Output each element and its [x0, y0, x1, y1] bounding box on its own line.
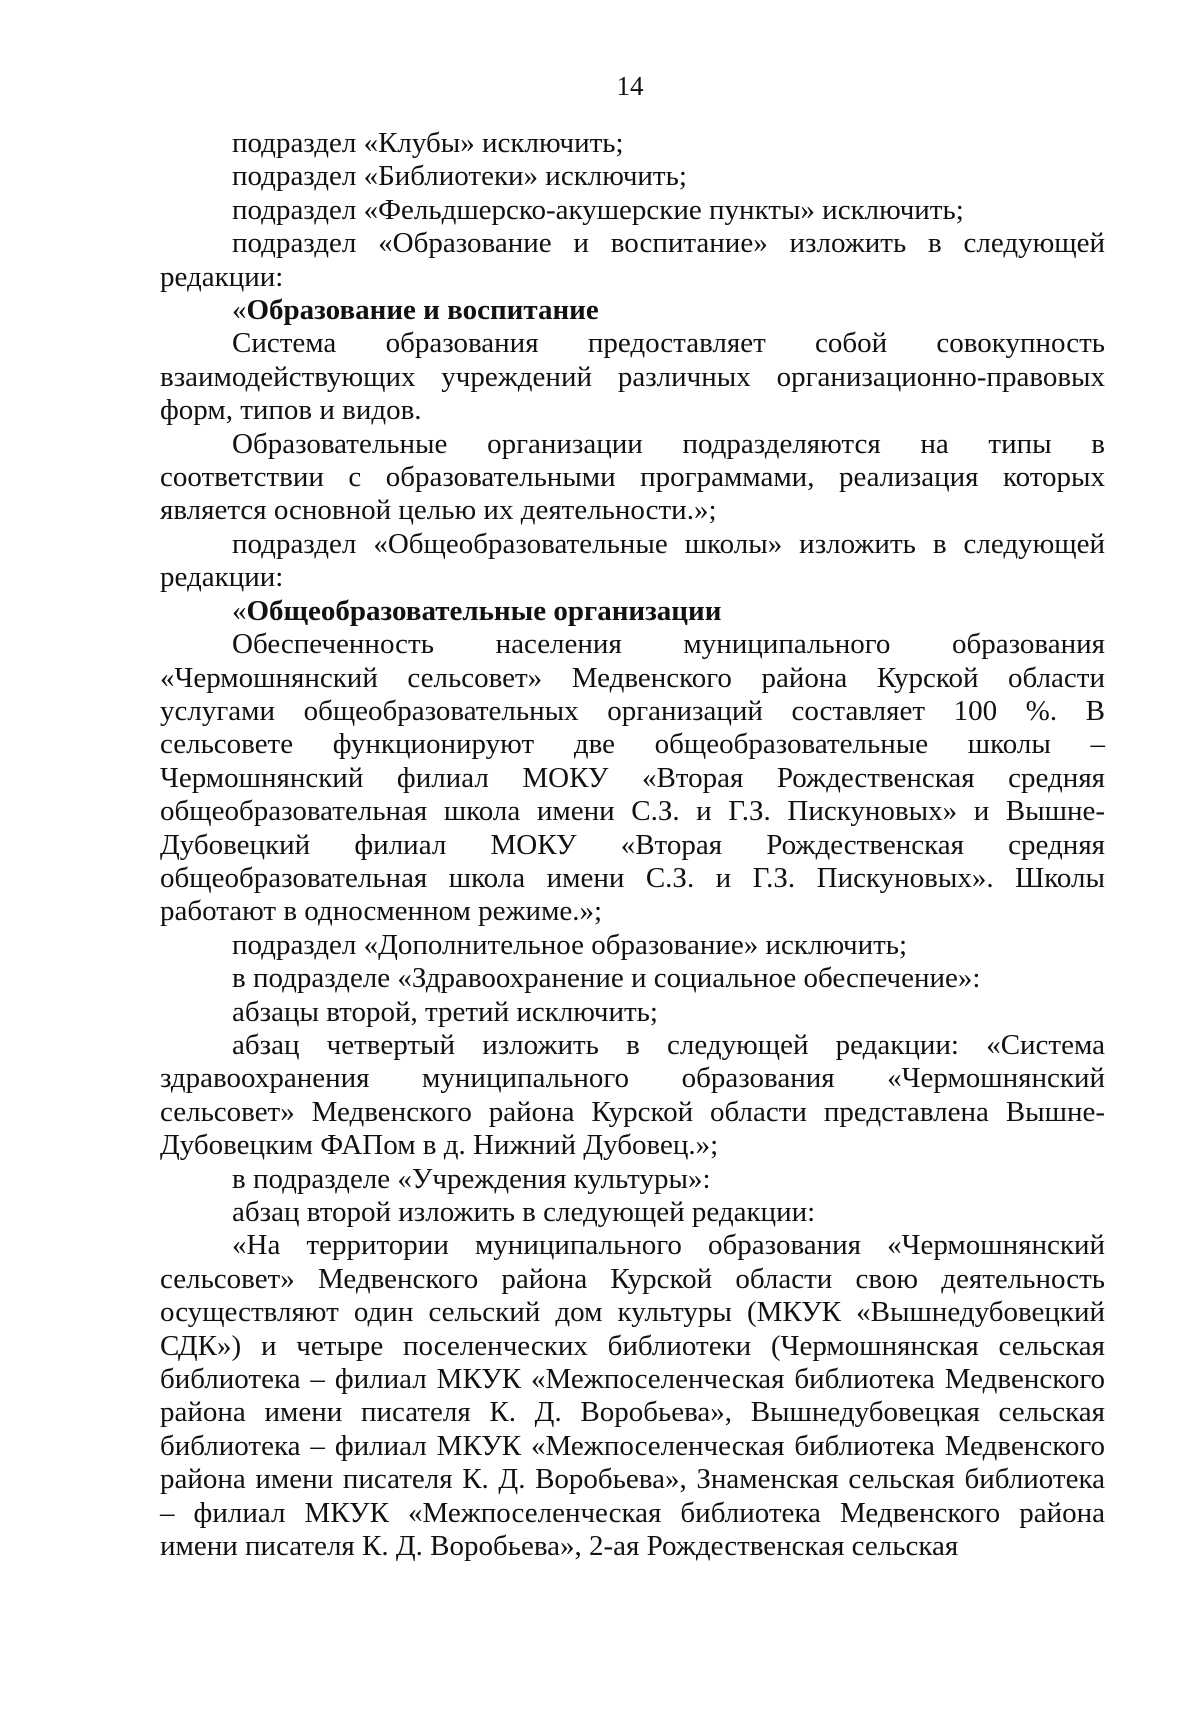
heading-education-text: Образование и воспитание [246, 294, 599, 327]
heading-quote-mark: « [232, 294, 247, 327]
heading-general-education [160, 595, 1105, 628]
paragraph-schools-provision: Обеспеченность населения муниципального образования «Чермошнянский сельсовет» Медвенского района Курской области услугами общеобразовательных организаций составляет 100 %. В сельсовете функционируют две общеобразовательные школы – Чермошнянский филиал МОКУ «Вторая Рождественская средняя общеобразовательная школа имени С.З. и Г.З. Пискуновых» и Вышне-Дубовецкий филиал МОКУ «Вторая Рождественская средняя общеобразовательная школа имени С.З. и Г.З. Пискуновых». Школы работают в односменном режиме.»; [160, 628, 1105, 928]
paragraph-healthcare-fourth: абзац четвертый изложить в следующей редакции: «Система здравоохранения муниципального образования «Чермошнянский сельсовет» Медвенского района Курской области представлена Вышне-Дубовецким ФАПом в д. Нижний Дубовец.»; [160, 1028, 1105, 1162]
heading-education [160, 294, 1105, 327]
paragraph-schools-subsection: подраздел «Общеобразовательные школы» изложить в следующей редакции: [160, 527, 1105, 594]
paragraph-feldsher-points: подраздел «Фельдшерско-акушерские пункты» исключить; [232, 193, 964, 226]
heading-general-education-text: Общеобразовательные организации [246, 594, 722, 627]
paragraph-culture-subsection: в подразделе «Учреждения культуры»: [232, 1162, 711, 1195]
paragraph-education-subsection: подраздел «Образование и воспитание» изложить в следующей редакции: [160, 227, 1105, 293]
paragraph-culture-second: абзац второй изложить в следующей редакции: [232, 1196, 816, 1228]
paragraph-culture-territory: «На территории муниципального образования «Чермошнянский сельсовет» Медвенского района Курской области свою деятельность осуществляют один сельский дом культуры (МКУК «Вышнедубовецкий СДК») и четыре поселенческих библиотеки (Чермошнянская сельская библиотека – филиал МКУК «Межпоселенческая библиотека Медвенского района имени писателя К. Д. Воробьева», Вышнедубовецкая сельская библиотека – филиал МКУК «Межпоселенческая библиотека Медвенского района имени писателя К. Д. Воробьева», Знаменская сельская библиотека – филиал МКУК «Межпоселенческая библиотека Медвенского района имени писателя К. Д. Воробьева», 2-ая Рождественская сельская [160, 1229, 1105, 1563]
page-number: 14 [616, 71, 644, 101]
heading-quote-mark: « [232, 594, 247, 627]
paragraph-educational-organizations: Образовательные организации подразделяются на типы в соответствии с образовательными программами, реализация которых является основной целью их деятельности.»; [160, 427, 1105, 527]
paragraph-healthcare-exclude: абзацы второй, третий исключить; [232, 995, 658, 1028]
paragraph-libraries: подраздел «Библиотеки» исключить; [232, 160, 687, 193]
paragraph-additional-education: подраздел «Дополнительное образование» исключить; [232, 928, 908, 961]
document-body [160, 127, 1105, 1563]
paragraph-clubs: подраздел «Клубы» исключить; [232, 127, 624, 159]
paragraph-healthcare-subsection: в подразделе «Здравоохранение и социальное обеспечение»: [232, 962, 981, 995]
paragraph-education-system: Система образования предоставляет собой совокупность взаимодействующих учреждений различных организационно-правовых форм, типов и видов. [160, 327, 1105, 427]
